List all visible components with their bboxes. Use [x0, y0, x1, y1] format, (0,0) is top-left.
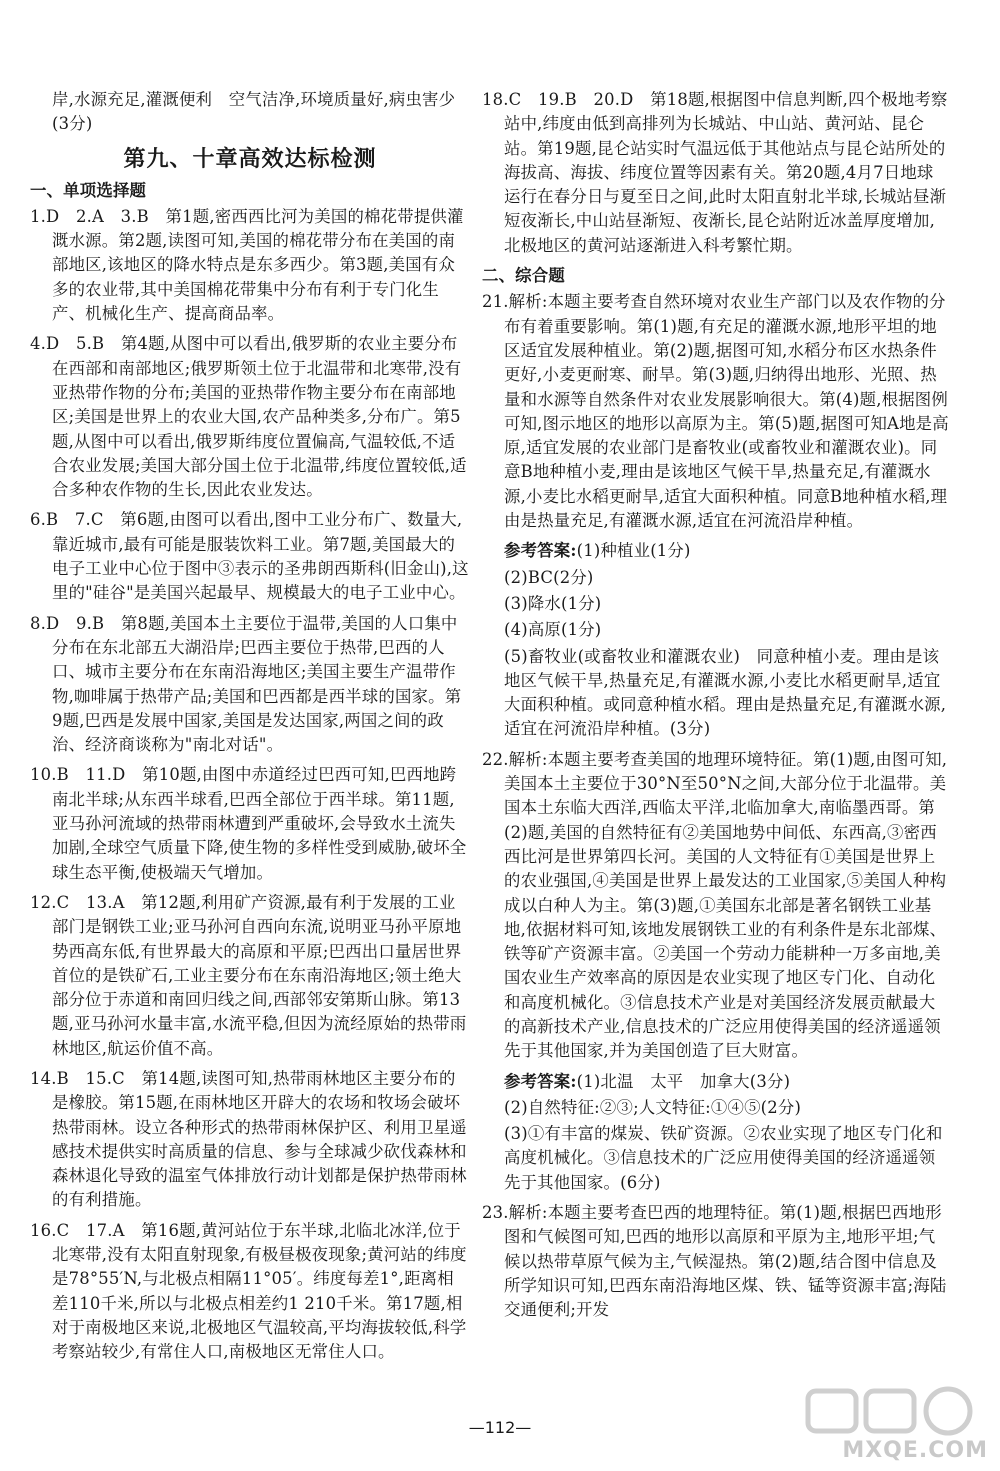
- q22-analysis: 22.解析:本题主要考查美国的地理环境特征。第(1)题,由图可知,美国本土主要位于30°N至50°N之间,大部分位于北温带。美国本土东临大西洋,西临太平洋,北临加拿大,南临墨西哥。第(2)题,美国的自然特征有②美国地势中间低、东西高,③密西西比河是世界第四长河。美国的人文特征有①美国是世界上的农业强国,④美国是世界上最发达的工业国家,⑤美国人种构成以白种人为主。第(3)题,①美国东北部是著名钢铁工业基地,依据材料可知,该地发展钢铁工业的有利条件是东北部煤、铁等矿产资源丰富。②美国一个劳动力能耕种一万多亩地,美国农业生产效率高的原因是农业实现了地区专门化、自动化和高度机械化。③信息技术产业是对美国经济发展贡献最大的高新技术产业,信息技术的广泛应用使得美国的经济遥遥领先于其他国家,并为美国创造了巨大财富。: [482, 749, 948, 1061]
- answer-item: 6.B 7.C 第6题,由图可以看出,图中工业分布广、数量大,靠近城市,最有可能是服装饮料工业。第7题,美国最大的电子工业中心位于图中③表示的圣弗朗西斯科(旧金山),这里的"硅谷"是美国兴起最早、规模最大的电子工业中心。: [30, 510, 469, 603]
- section-heading-single-choice: 一、单项选择题: [30, 180, 147, 200]
- continued-answer: 岸,水源充足,灌溉便利 空气洁净,环境质量好,病虫害少(3分): [52, 90, 456, 134]
- q21-answer-2: (2)BC(2分): [504, 567, 594, 587]
- left-column: [30, 88, 470, 1371]
- chapter-title: 第九、十章高效达标检测: [123, 145, 377, 172]
- answer-item: 12.C 13.A 第12题,利用矿产资源,最有利于发展的工业部门是钢铁工业;亚马孙河自西向东流,说明亚马孙平原地势西高东低,有世界最大的高原和平原;巴西出口量居世界首位的是铁矿石,工业主要分布在东南沿海地区;领土绝大部分位于赤道和南回归线之间,西部邻安第斯山脉。第13题,亚马孙河水量丰富,水流平稳,但因为流经原始的热带雨林地区,航运价值不高。: [30, 892, 467, 1058]
- answer-label: 参考答案:: [504, 1071, 577, 1091]
- q21-answer-label: [482, 539, 950, 563]
- q21-answer-4: (4)高原(1分): [504, 620, 602, 640]
- q21-answer-1: (1)种植业(1分): [576, 541, 691, 561]
- q22-answer-2: (2)自然特征:②③;人文特征:①④⑤(2分): [504, 1097, 802, 1117]
- answer-item: 18.C 19.B 20.D 第18题,根据图中信息判断,四个极地考察站中,纬度由低到高排列为长城站、中山站、黄河站、昆仑站。第19题,昆仑站实时气温远低于其他站点与昆仑站所处的海拔高、海拔、纬度位置等因素有关。第20题,4月7日地球运行在春分日与夏至日之间,此时太阳直射北半球,长城站昼渐短夜渐长,中山站昼渐短、夜渐长,昆仑站附近冰盖厚度增加,北极地区的黄河站逐渐进入科考繁忙期。: [482, 90, 948, 255]
- q22-answer-1: (1)北温 太平 加拿大(3分): [576, 1071, 791, 1091]
- q22-answer-label: [482, 1070, 950, 1094]
- answer-item: 16.C 17.A 第16题,黄河站位于东半球,北临北冰洋,位于北寒带,没有太阳直射现象,有极昼极夜现象;黄河站的纬度是78°55′N,与北极点相隔11°05′。纬度每差1°,距离相差110千米,所以与北极点相差约1 210千米。第17题,相对于南极地区来说,北极地区气温较高,平均海拔较低,科学考察站较少,有常住人口,南极地区无常住人口。: [30, 1220, 467, 1362]
- q22-answer-3: (3)①有丰富的煤炭、铁矿资源。②农业实现了地区专门化和高度机械化。③信息技术的广泛应用使得美国的经济遥遥领先于其他国家。(6分): [504, 1124, 943, 1192]
- page-number: —112—: [468, 1418, 532, 1437]
- q21-analysis: 21.解析:本题主要考查自然环境对农业生产部门以及农作物的分布有着重要影响。第(1)题,有充足的灌溉水源,地形平坦的地区适宜发展种植业。第(2)题,据图可知,水稻分布区水热条件更好,小麦更耐寒、耐旱。第(3)题,归纳得出地形、光照、热量和水源等自然条件对农业发展影响很大。第(4)题,根据图例可知,图示地区的地形以高原为主。第(5)题,据图可知A地是高原,适宜发展的农业部门是畜牧业(或畜牧业和灌溉农业)。同意B地种植小麦,理由是该地区气候干旱,热量充足,有灌溉水源,小麦比水稻更耐旱,适宜大面积种植。同意B地种植水稻,理由是热量充足,有灌溉水源,适宜在河流沿岸种植。: [482, 292, 949, 531]
- answer-item: 4.D 5.B 第4题,从图中可以看出,俄罗斯的农业主要分布在西部和南部地区;俄罗斯领土位于北温带和北寒带,没有亚热带作物的分布;美国的亚热带作物主要分布在南部地区;美国是世界上的农业大国,农产品种类多,分布广。第5题,从图中可以看出,俄罗斯纬度位置偏高,气温较低,不适合农业发展;美国大部分国土位于北温带,纬度位置较低,适合多种农作物的生长,因此农业发达。: [30, 334, 467, 500]
- answer-item: 1.D 2.A 3.B 第1题,密西西比河为美国的棉花带提供灌溉水源。第2题,读图可知,美国的棉花带分布在美国的南部地区,该地区的降水特点是东多西少。第3题,美国有众多的农业带,其中美国棉花带集中分布有利于专门化生产、机械化生产、提高商品率。: [30, 206, 464, 324]
- q21-answer-3: (3)降水(1分): [504, 593, 602, 613]
- q23-analysis: 23.解析:本题主要考查巴西的地理特征。第(1)题,根据巴西地形图和气候图可知,巴西的地形以高原和平原为主,地形平坦;气候以热带草原气候为主,气候湿热。第(2)题,结合图中信息及所学知识可知,巴西东南沿海地区煤、铁、锰等资源丰富;海陆交通便利;开发: [482, 1203, 947, 1320]
- answer-item: 8.D 9.B 第8题,美国本土主要位于温带,美国的人口集中分布在东北部五大湖沿岸;巴西主要位于热带,巴西的人口、城市主要分布在东南沿海地区;美国主要生产温带作物,咖啡属于热带产品;美国和巴西都是西半球的国家。第9题,巴西是发展中国家,美国是发达国家,两国之间的政治、经济商谈称为"南北对话"。: [30, 613, 462, 755]
- answer-item: 14.B 15.C 第14题,读图可知,热带雨林地区主要分布的是橡胶。第15题,在雨林地区开辟大的农场和牧场会破坏热带雨林。设立各种形式的热带雨林保护区、利用卫星遥感技术提供实时高质量的信息、参与全球减少砍伐森林和森林退化导致的温室气体排放行动计划都是保护热带雨林的有利措施。: [30, 1068, 467, 1210]
- section-heading-comprehensive: 二、综合题: [482, 266, 565, 286]
- watermark-text: MXQE.COM: [842, 1438, 988, 1463]
- answer-item: 10.B 11.D 第10题,由图中赤道经过巴西可知,巴西地跨南北半球;从东西半球看,巴西全部位于西半球。第11题,亚马孙河流域的热带雨林遭到严重破坏,会导致水土流失加剧,全球空气质量下降,使生物的多样性受到威胁,破坏全球生态平衡,使极端天气增加。: [30, 765, 467, 882]
- right-column: [482, 88, 950, 1329]
- q21-answer-5: (5)畜牧业(或畜牧业和灌溉农业) 同意种植小麦。理由是该地区气候干旱,热量充足,有灌溉水源,小麦比水稻更耐旱,适宜大面积种植。或同意种植水稻。理由是热量充足,有灌溉水源,适宜在河流沿岸种植。(3分): [504, 646, 947, 739]
- answer-label: 参考答案:: [504, 541, 577, 561]
